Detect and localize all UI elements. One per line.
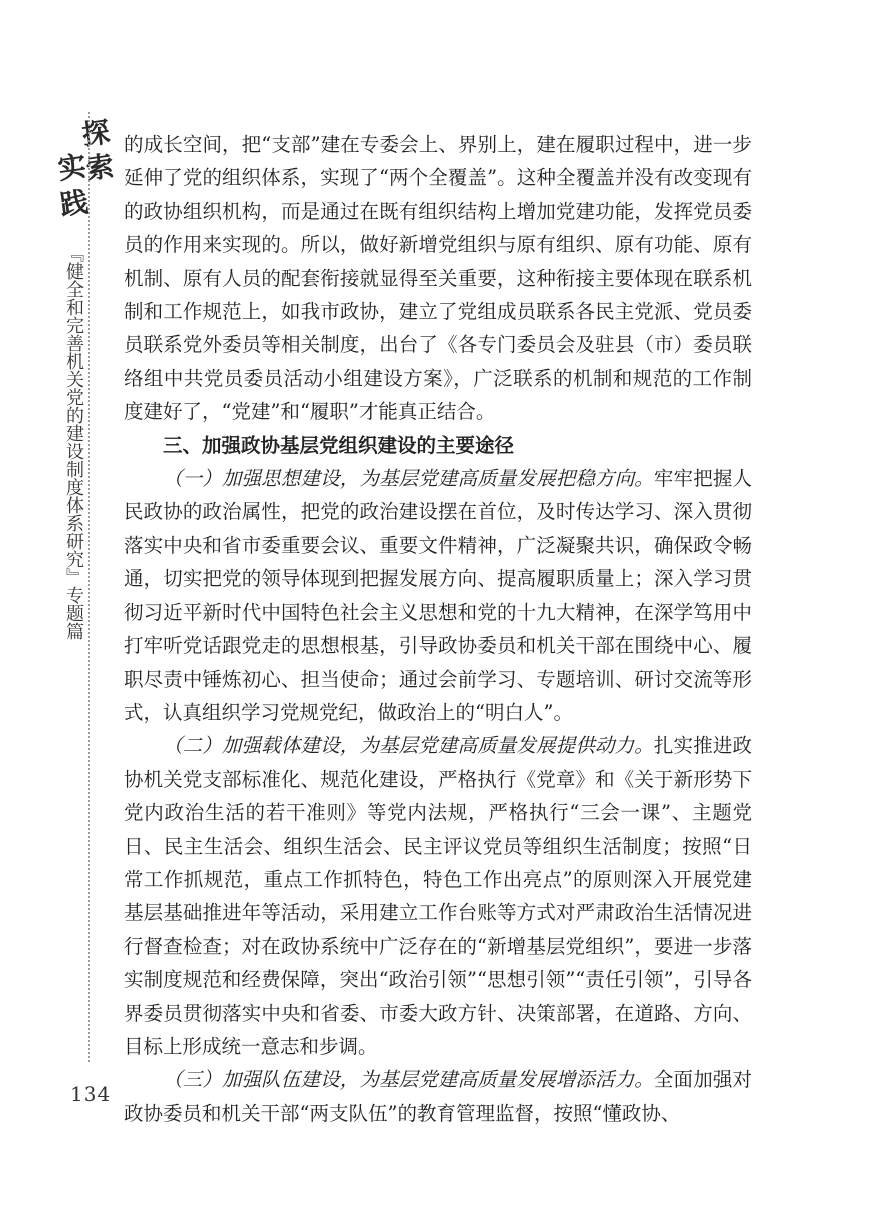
section-heading: [124, 429, 752, 462]
body-text: [124, 128, 752, 1130]
paragraph: [124, 128, 752, 429]
paragraph-text: 的成长空间，把“支部”建在专委会上、界别上，建在履职过程中，进一步延伸了党的组织体系，实现了“两个全覆盖”。这种全覆盖并没有改变现有的政协组织机构，而是通过在既有组织结构上增加党建功能，发挥党员委员的作用来实现的。所以，做好新增党组织与原有组织、原有功能、原有机制、原有人员的配套衔接就显得至关重要，这种衔接主要体现在联系机制和工作规范上，如我市政协，建立了党组成员联系各民主党派、党员委员联系党外委员等相关制度，出台了《各专门委员会及驻县（市）委员联络组中共党员委员活动小组建设方案》，广泛联系的机制和规范的工作制度建好了，“党建”和“履职”才能真正结合。: [124, 133, 752, 424]
sidebar-divider: [88, 112, 90, 1062]
paragraph: [124, 729, 752, 1063]
paragraph-lead: （一）加强思想建设，为基层党建高质量发展把稳方向。: [163, 467, 654, 491]
paragraph-text: 全面加强对政协委员和机关干部“两支队伍”的教育管理监督，按照“懂政协、: [124, 1068, 752, 1125]
brand-char: 践: [57, 185, 91, 222]
paragraph: [124, 1063, 752, 1130]
paragraph: [124, 462, 752, 729]
section-brand-logo: [55, 115, 117, 230]
page-sidebar: [54, 112, 117, 1122]
series-title-vertical: 『健全和完善机关党的建设制度体系研究』专题篇: [63, 244, 84, 640]
heading-text: 三、加强政协基层党组织建设的主要途径: [163, 433, 515, 457]
paragraph-text: 牢牢把握人民政协的政治属性，把党的政治建设摆在首位，及时传达学习、深入贯彻落实中央和省市委重要会议、重要文件精神，广泛凝聚共识，确保政令畅通，切实把党的领导体现到把握发展方向、提高履职质量上；深入学习贯彻习近平新时代中国特色社会主义思想和党的十九大精神，在深学笃用中打牢听党话跟党走的思想根基，引导政协委员和机关干部在围绕中心、履职尽责中锤炼初心、担当使命；通过会前学习、专题培训、研讨交流等形式，认真组织学习党规党纪，做政治上的“明白人”。: [124, 467, 752, 724]
brand-char: 探: [79, 115, 113, 152]
brand-char: 索: [83, 149, 117, 186]
brand-char: 实: [55, 149, 89, 186]
paragraph-text: 扎实推进政协机关党支部标准化、规范化建设，严格执行《党章》和《关于新形势下党内政治生活的若干准则》等党内法规，严格执行“三会一课”、主题党日、民主生活会、组织生活会、民主评议党员等组织生活制度；按照“日常工作抓规范，重点工作抓特色，特色工作出亮点”的原则深入开展党建基层基础推进年等活动，采用建立工作台账等方式对严肃政治生活情况进行督查检查；对在政协系统中广泛存在的“新增基层党组织”，要进一步落实制度规范和经费保障，突出“政治引领”“思想引领”“责任引领”，引导各界委员贯彻落实中央和省委、市委大政方针、决策部署，在道路、方向、目标上形成统一意志和步调。: [124, 734, 752, 1058]
paragraph-lead: （二）加强载体建设，为基层党建高质量发展提供动力。: [163, 734, 654, 758]
page-number: 134: [70, 1082, 112, 1106]
paragraph-lead: （三）加强队伍建设，为基层党建高质量发展增添活力。: [163, 1068, 654, 1092]
